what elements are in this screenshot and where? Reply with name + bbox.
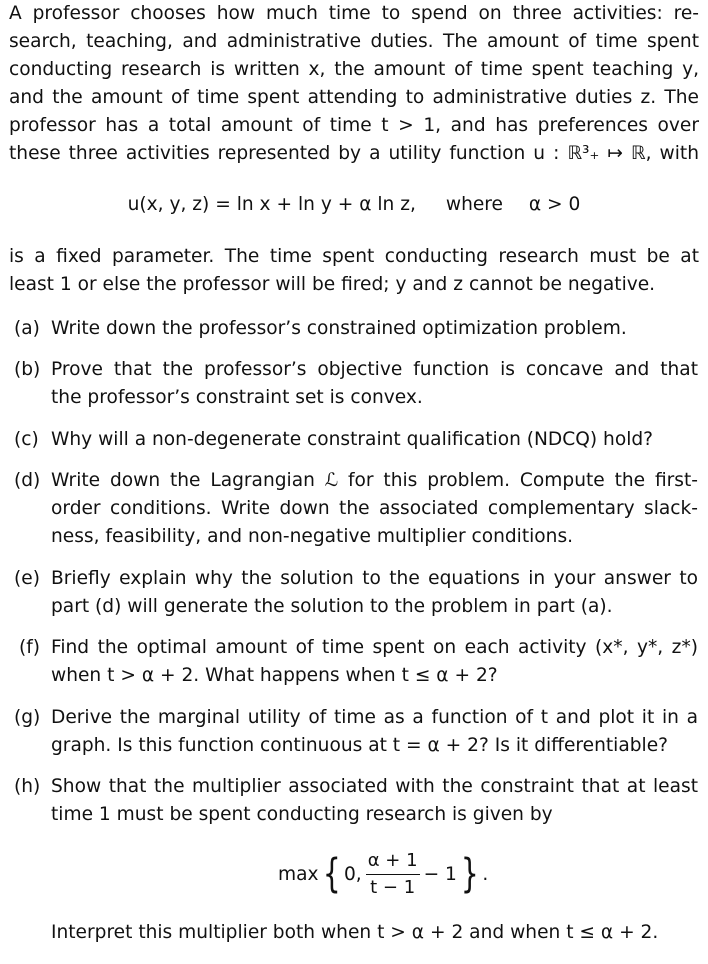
item-line: Derive the marginal utility of time as a function of t and plot it in a	[51, 707, 698, 728]
parameter-condition: α > 0	[528, 194, 581, 215]
utility-equation-row	[0, 190, 708, 220]
item-label: (f)	[19, 637, 41, 658]
item-line: part (d) will generate the solution to the problem in part (a).	[51, 596, 613, 617]
item-line: the professor’s constraint set is convex.	[51, 387, 423, 408]
item-line: time 1 must be spent conducting research is given by	[51, 804, 553, 825]
item-label: (h)	[14, 776, 41, 797]
item-label: (d)	[14, 470, 41, 491]
item-line: Briefly explain why the solution to the equations in your answer to	[51, 568, 698, 589]
item-label: (g)	[14, 707, 41, 728]
max-operator: max	[278, 863, 319, 885]
intro-line: conducting research is written x, the amount of time spent teaching y,	[9, 59, 699, 80]
item-line: Prove that the professor’s objective function is concave and that	[51, 359, 698, 380]
item-label: (c)	[14, 429, 39, 450]
item-label: (e)	[14, 568, 40, 589]
fraction	[366, 850, 420, 899]
item-label: (a)	[14, 318, 40, 339]
after-line: is a fixed parameter. The time spent conducting research must be at	[9, 246, 699, 267]
right-brace: }	[460, 851, 479, 897]
item-label: (b)	[14, 359, 41, 380]
expr-first-term: 0,	[343, 863, 362, 885]
multiplier-equation	[278, 845, 488, 903]
item-line: ness, feasibility, and non-negative multiplier conditions.	[51, 526, 574, 547]
final-instruction: Interpret this multiplier both when t > α + 2 and when t ≤ α + 2.	[51, 922, 659, 943]
after-paragraph	[9, 243, 699, 299]
fraction-denominator: t − 1	[370, 876, 416, 898]
left-brace: {	[322, 851, 341, 897]
intro-line: A professor chooses how much time to spend on three activities: re-	[9, 3, 699, 24]
item-line: graph. Is this function continuous at t = α + 2? Is it differentiable?	[51, 735, 669, 756]
intro-line: and the amount of time spent attending to administrative duties z. The	[9, 87, 699, 108]
intro-line: these three activities represented by a utility function u : ℝ³₊ ↦ ℝ, with	[9, 143, 699, 164]
utility-equation: u(x, y, z) = ln x + ln y + α ln z,	[127, 194, 416, 215]
after-line: least 1 or else the professor will be fired; y and z cannot be negative.	[9, 274, 656, 295]
item-line: Write down the professor’s constrained optimization problem.	[51, 318, 627, 339]
item-line: Show that the multiplier associated with the constraint that at least	[51, 776, 698, 797]
item-line: when t > α + 2. What happens when t ≤ α + 2?	[51, 665, 498, 686]
item-line: order conditions. Write down the associated complementary slack-	[51, 498, 698, 519]
intro-paragraph	[9, 0, 699, 168]
intro-line: professor has a total amount of time t > 1, and has preferences over	[9, 115, 699, 136]
item-line: Why will a non-degenerate constraint qualification (NDCQ) hold?	[51, 429, 654, 450]
fraction-numerator: α + 1	[366, 850, 420, 875]
where-text: where	[445, 194, 503, 215]
item-line: Write down the Lagrangian ℒ for this problem. Compute the first-	[51, 470, 698, 491]
expr-end: .	[482, 863, 489, 885]
expr-tail: − 1	[423, 863, 457, 885]
intro-line: search, teaching, and administrative duties. The amount of time spent	[9, 31, 699, 52]
item-line: Find the optimal amount of time spent on each activity (x*, y*, z*)	[51, 637, 698, 658]
